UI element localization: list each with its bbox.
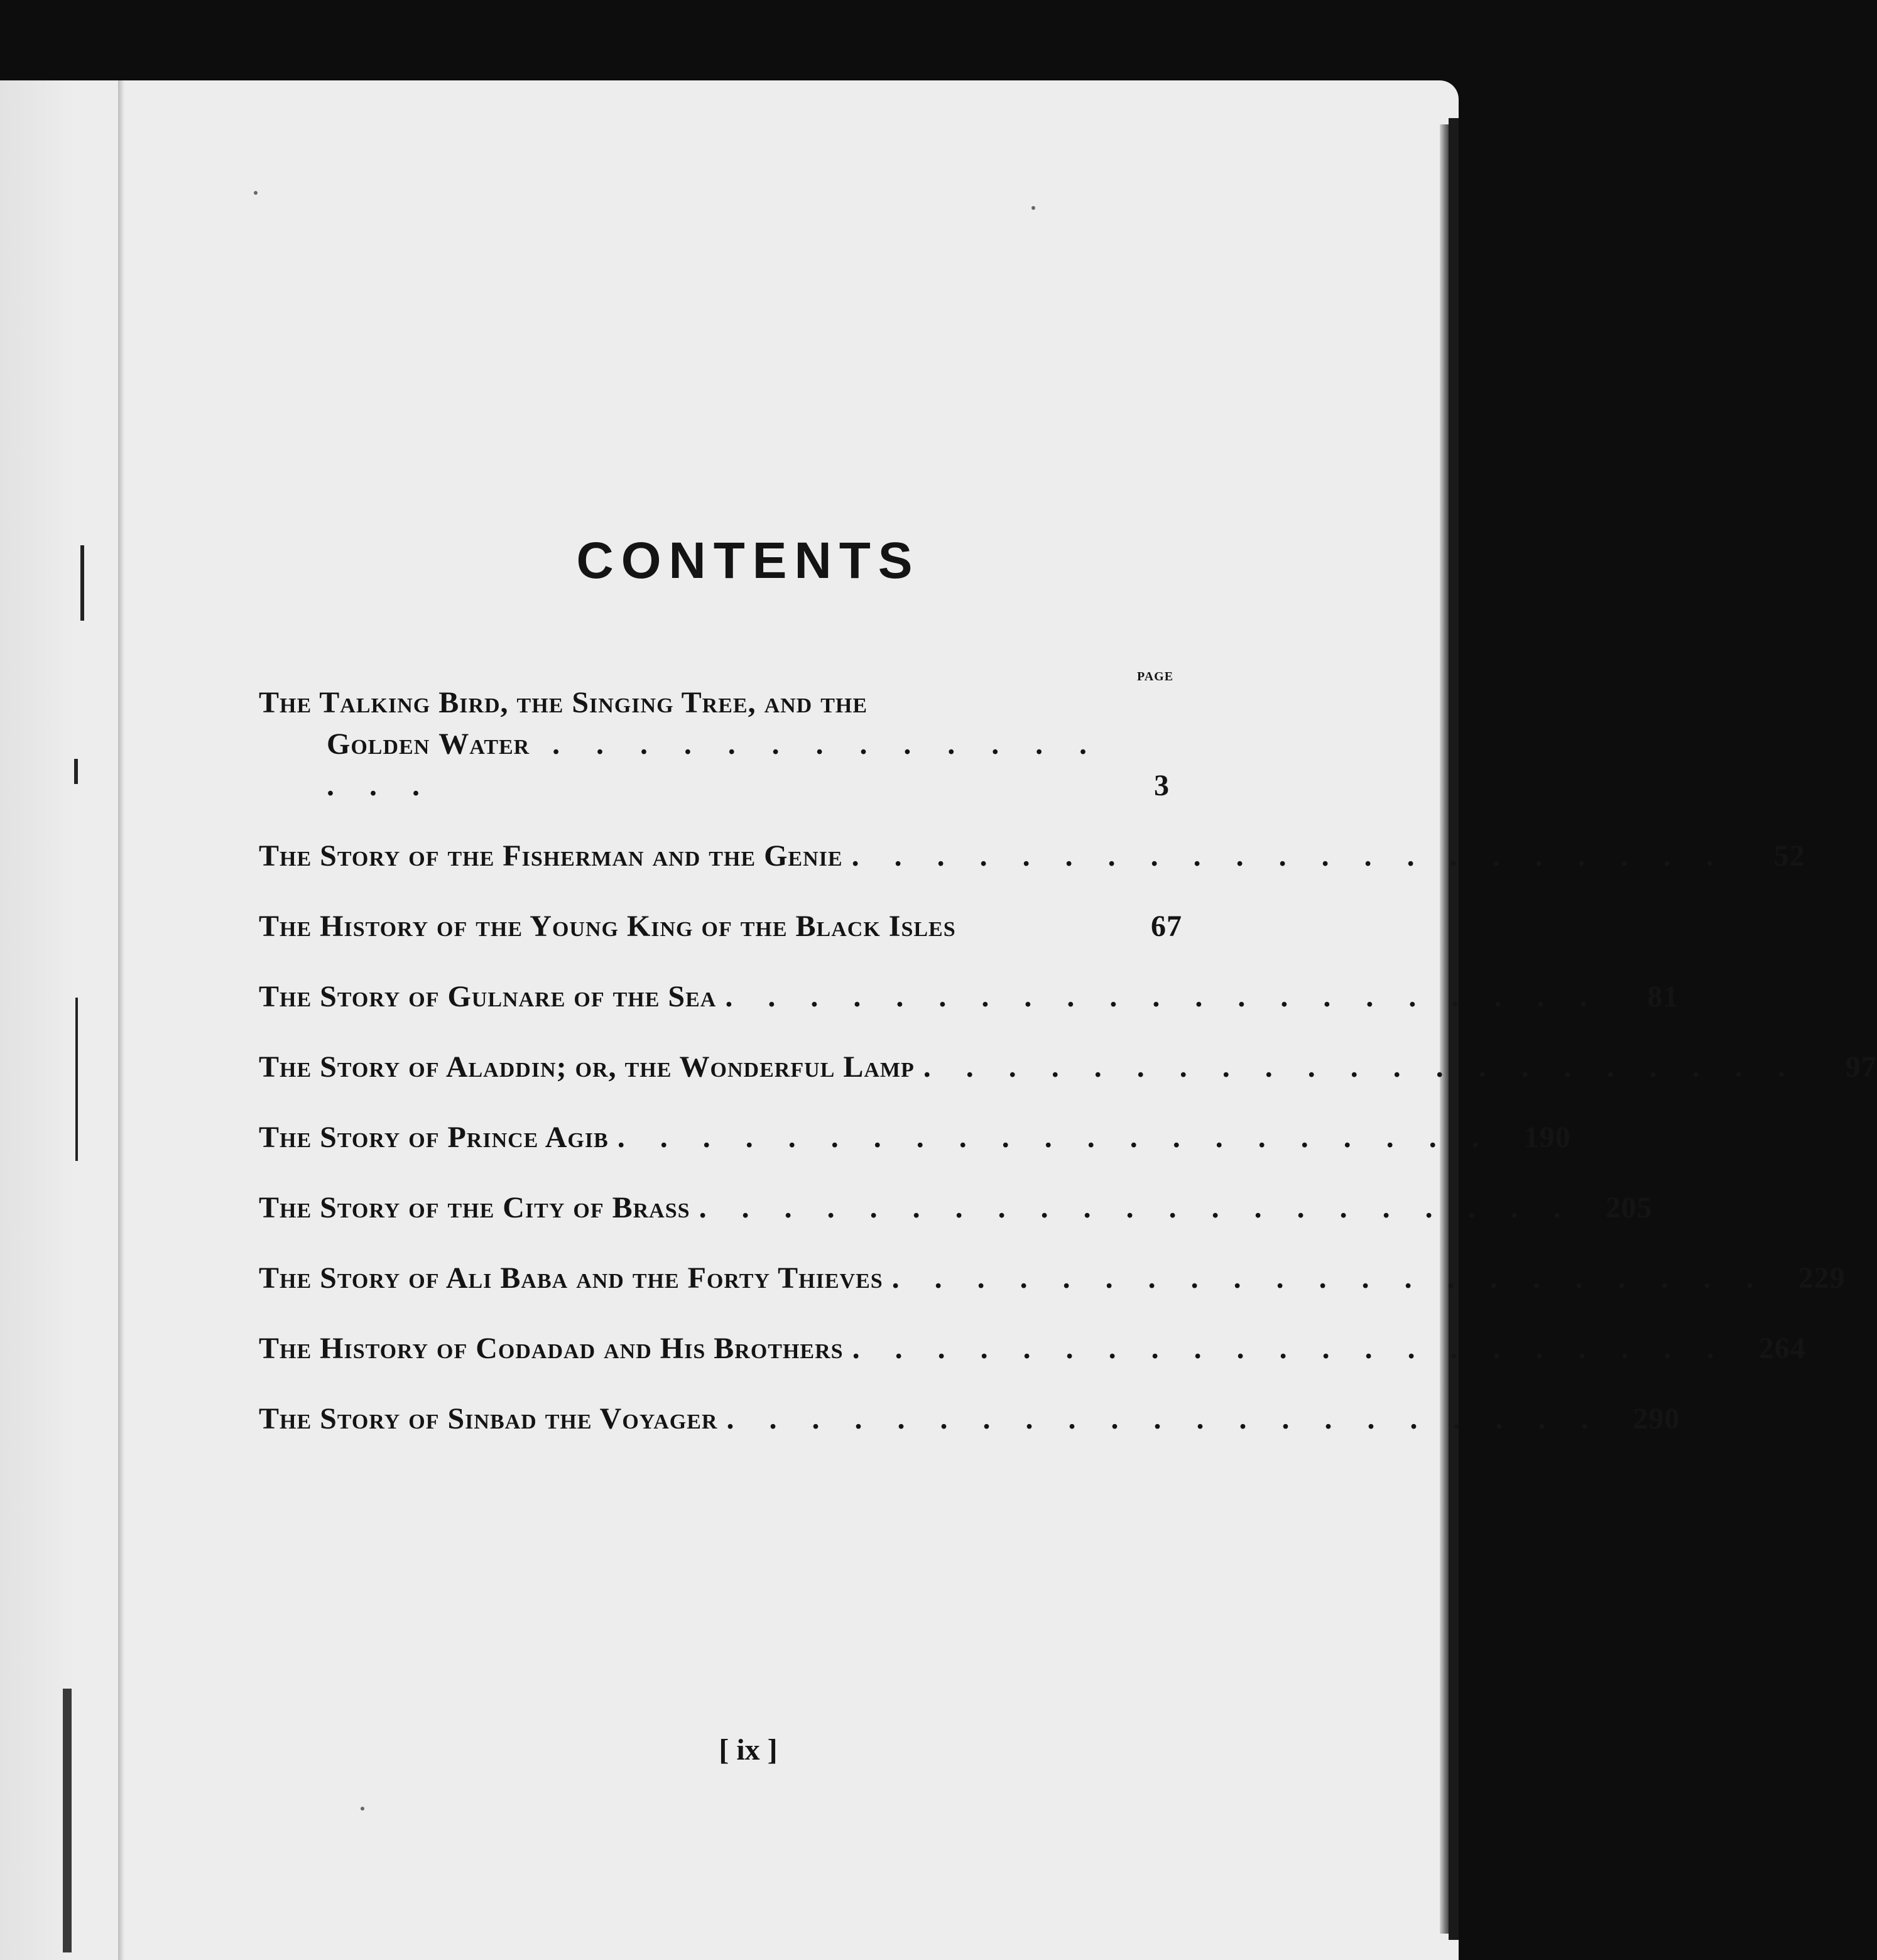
dot-leader: . . . . . . . . . . . . . . . . . . . . . <box>617 1121 1493 1154</box>
toc-entry-title-line2: Golden Water <box>327 727 530 761</box>
toc-entry[interactable] <box>259 1187 1653 1229</box>
toc-entry-page: 3 <box>1154 769 1170 802</box>
toc-entry-title: The Story of Prince Agib <box>259 1121 609 1154</box>
dot-leader: . . . . . . . . . . . . . . . . . . . . . <box>852 1332 1728 1365</box>
toc-entry[interactable] <box>259 836 1805 877</box>
dot-leader: . . . . . . . . . . . . . . . . . . . . . <box>891 1261 1768 1295</box>
toc-entry-title-line1: The Talking Bird, the Singing Tree, and the <box>259 686 868 719</box>
dot-leader: . . . . . . . . . . . . . . . . . . . . . <box>851 839 1727 873</box>
toc-entry-title: The Story of Ali Baba and the Forty Thieves <box>259 1261 883 1295</box>
dot-leader: . . . . . . . . . . . . . . . . . . . . . <box>725 980 1601 1013</box>
toc-content <box>0 80 1877 1960</box>
dot-leader: . . . . . . . . . . . . . . . . <box>327 727 1101 802</box>
toc-entry-title: The History of Codadad and His Brothers <box>259 1332 844 1365</box>
toc-entry-title: The History of the Young King of the Black Isles <box>259 910 956 943</box>
toc-entry-page: 290 <box>1633 1402 1680 1435</box>
dot-leader: . . . . . . . . . . . . . . . . . . . . . <box>923 1050 1799 1084</box>
toc-entry[interactable] <box>259 1117 1571 1158</box>
toc-entry-page: 264 <box>1758 1332 1806 1365</box>
toc-entry[interactable] <box>259 976 1679 1018</box>
table-of-contents <box>259 682 1877 1469</box>
toc-entry-title <box>259 682 1101 807</box>
dot-leader: . . . . . . . . . . . . . . . . . . . . . <box>699 1191 1575 1224</box>
toc-entry[interactable] <box>259 1047 1877 1088</box>
page-number: [ ix ] <box>719 1733 778 1767</box>
toc-entry[interactable] <box>259 1398 1680 1440</box>
toc-entry-second-line <box>259 724 1101 807</box>
toc-entry-page: 52 <box>1773 839 1805 873</box>
toc-entry-page: 81 <box>1647 980 1679 1013</box>
page-title: CONTENTS <box>576 532 920 589</box>
toc-entry-page: 97 <box>1845 1050 1877 1084</box>
toc-entry-page: 229 <box>1798 1261 1846 1295</box>
paper-page <box>0 80 1877 1960</box>
toc-entry[interactable] <box>259 1258 1846 1299</box>
toc-entry[interactable] <box>259 682 1182 807</box>
toc-entry-page: 67 <box>1151 910 1182 943</box>
toc-entry-title: The Story of the City of Brass <box>259 1191 690 1224</box>
toc-entry-title: The Story of Gulnare of the Sea <box>259 980 717 1013</box>
dot-leader: . . . . . . . . . . . . . . . . . . . . . <box>726 1402 1602 1435</box>
toc-entry-page: 190 <box>1523 1121 1571 1154</box>
toc-entry[interactable] <box>259 1328 1806 1369</box>
toc-entry-title: The Story of the Fisherman and the Genie <box>259 839 843 873</box>
toc-entry-title: The Story of Sinbad the Voyager <box>259 1402 718 1435</box>
toc-entry-page: 205 <box>1605 1191 1653 1224</box>
toc-entry[interactable] <box>259 906 1182 947</box>
toc-entry-title: The Story of Aladdin; or, the Wonderful Lamp <box>259 1050 915 1084</box>
page-column-label: PAGE <box>1137 670 1174 683</box>
